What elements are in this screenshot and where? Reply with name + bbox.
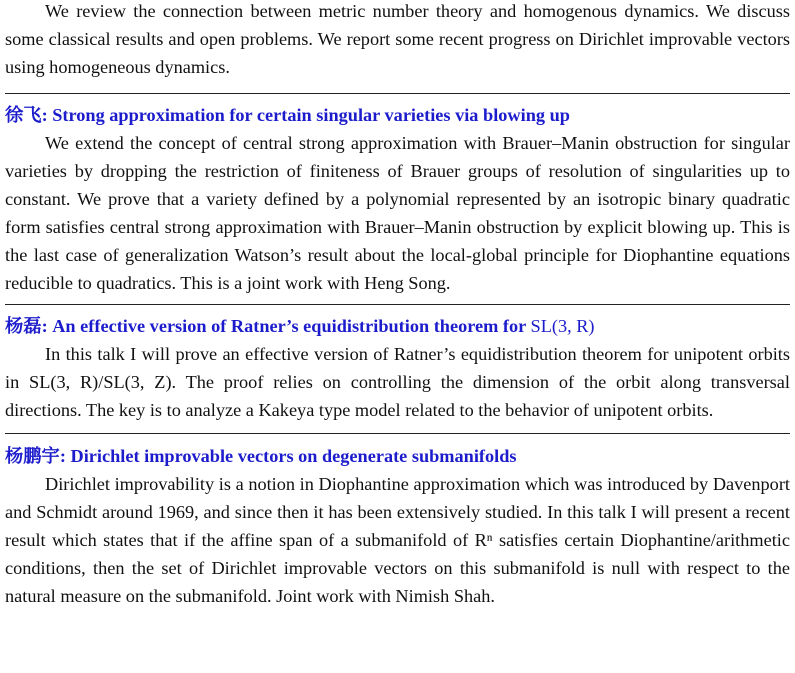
speaker-name: 徐飞 bbox=[5, 105, 42, 125]
talk-title-math: SL(3, R) bbox=[530, 316, 595, 336]
section-divider bbox=[5, 433, 790, 434]
talk-entry bbox=[5, 312, 790, 424]
section-divider bbox=[5, 304, 790, 305]
talk-title: Strong approximation for certain singular varieties via blowing up bbox=[52, 105, 570, 125]
speaker-name: 杨磊 bbox=[5, 316, 42, 336]
document-page bbox=[5, 0, 790, 610]
intro-abstract: We review the connection between metric number theory and homogenous dynamics. We discuss some classical results and open problems. We report some recent progress on Dirichlet improvable vectors using homogeneous dynamics. bbox=[5, 1, 790, 77]
abstract-math: SL(3, R)/SL(3, Z) bbox=[29, 372, 172, 392]
talk-abstract bbox=[5, 470, 790, 610]
abstract-text: satisfies certain Diophantine/arithmetic conditions, then the set of Dirichlet improvable vectors on this submanifold is null with respect to the natural measure on the submanifold. Joint work with Nimish Shah. bbox=[5, 530, 790, 606]
talk-title-line: 徐飞: Strong approximation for certain singular varieties via blowing up bbox=[5, 105, 570, 125]
talk-abstract bbox=[5, 340, 790, 424]
talk-abstract: We extend the concept of central strong approximation with Brauer–Manin obstruction for singular varieties by dropping the restriction of finiteness of Brauer groups of resolution of singularities up to constant. We prove that a variety defined by a polynomial represented by an isotropic binary quadratic form satisfies central strong approximation with Brauer–Manin obstruction by explicit blowing up. This is the last case of generalization Watson’s result about the local-global principle for Diophantine equations reducible to quadratics. This is a joint work with Heng Song. bbox=[5, 133, 790, 293]
talk-entry bbox=[5, 442, 790, 610]
talk-title: An effective version of Ratner’s equidistribution theorem for bbox=[52, 316, 526, 336]
talk-title-line: 杨磊: An effective version of Ratner’s equidistribution theorem for SL(3, R) bbox=[5, 316, 595, 336]
abstract-text: In this talk I will prove an effective version of Ratner’s equidistribution theorem for unipotent orbits in bbox=[5, 344, 790, 392]
talk-title-line: 杨鹏宇: Dirichlet improvable vectors on degenerate submanifolds bbox=[5, 446, 517, 466]
section-divider bbox=[5, 93, 790, 94]
talk-title: Dirichlet improvable vectors on degenerate submanifolds bbox=[70, 446, 517, 466]
speaker-name: 杨鹏宇 bbox=[5, 446, 60, 466]
abstract-text: Dirichlet improvability is a notion in Diophantine approximation which was introduced by Davenport and Schmidt around 1969, and since then it has been extensively studied. In this talk I will present a recent result which states that if the affine span of a submanifold of bbox=[5, 474, 790, 550]
abstract-text: . The proof relies on controlling the dimension of the orbit along transversal directions. The key is to analyze a Kakeya type model related to the behavior of unipotent orbits. bbox=[5, 372, 790, 420]
abstract-math: Rⁿ bbox=[474, 530, 493, 550]
talk-entry bbox=[5, 101, 790, 297]
